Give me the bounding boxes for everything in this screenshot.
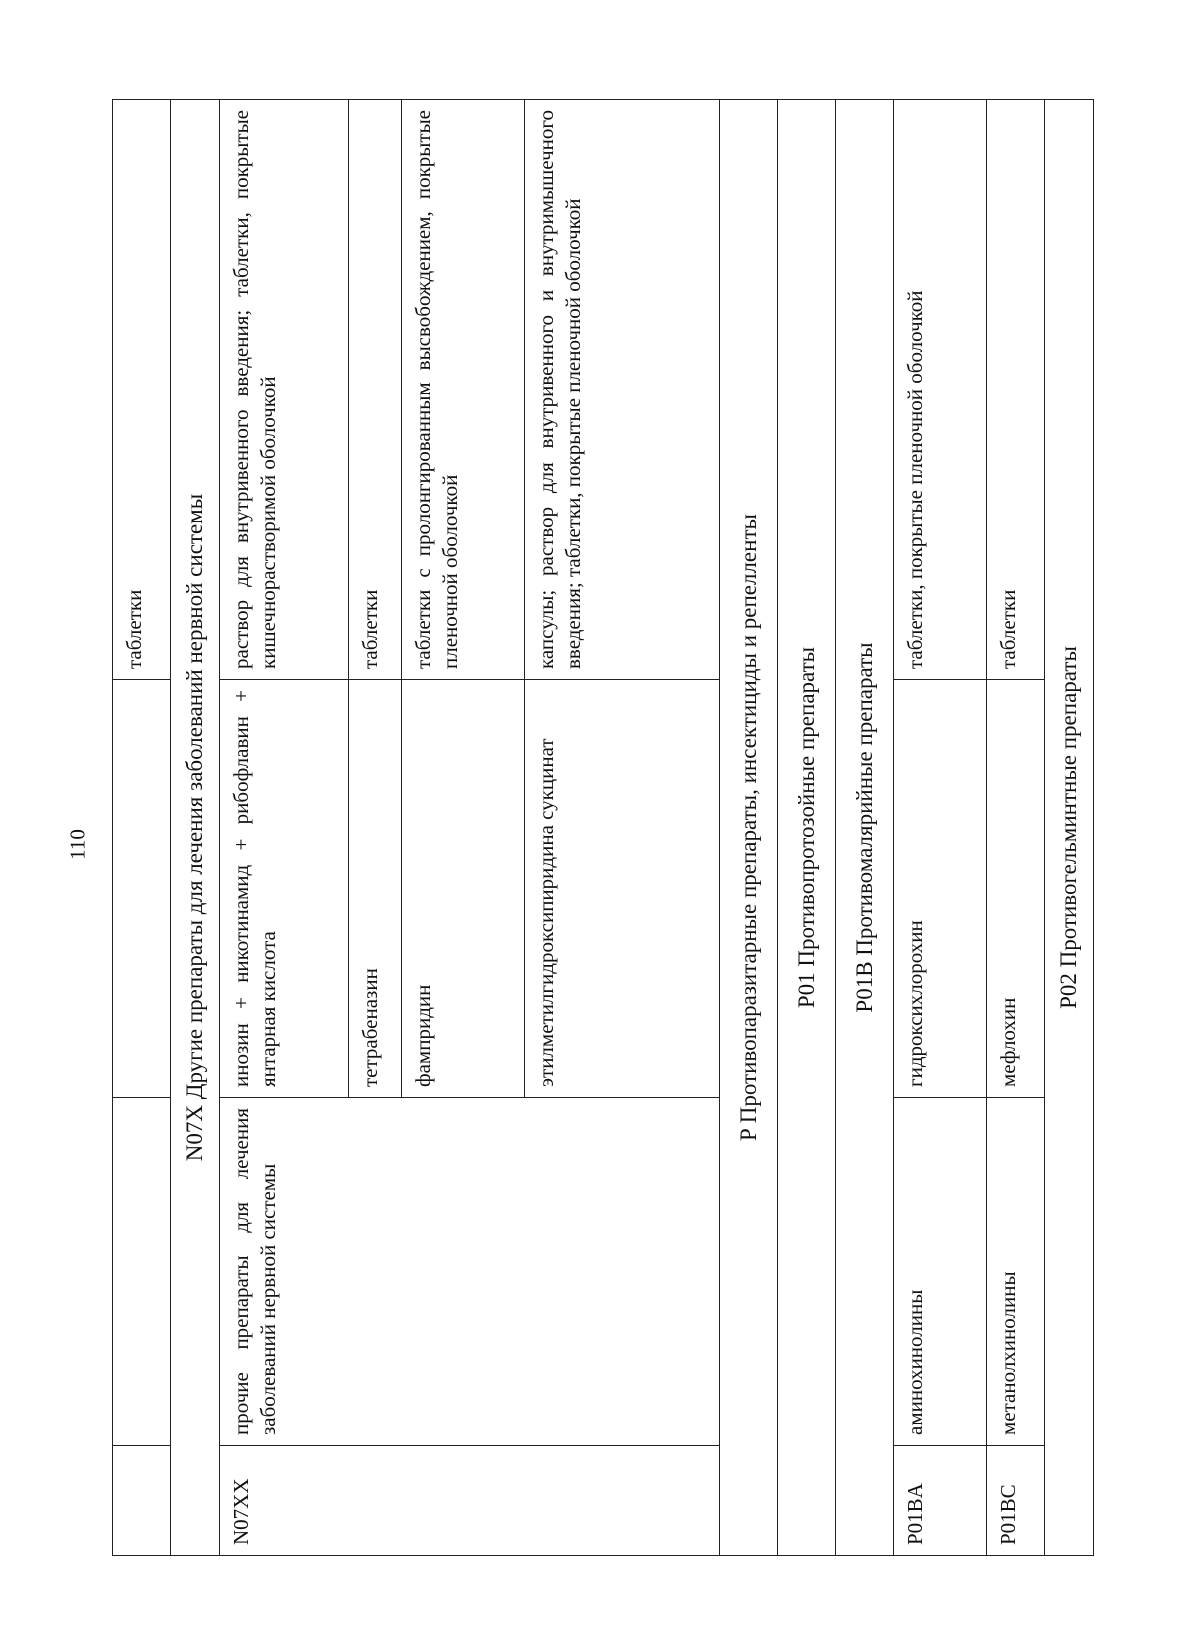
- cell-empty: [113, 680, 171, 1098]
- drug-list-table: [112, 99, 1094, 1556]
- section-heading-n07x: N07X Другие препараты для лечения заболеваний нервной системы: [170, 100, 219, 1556]
- cell-form: таблетки с пролонгированным высвобождением, покрытые пленочной оболочкой: [402, 100, 524, 680]
- cell-empty: [113, 1446, 171, 1556]
- table-row-section: [1044, 100, 1093, 1556]
- table-row-section: [778, 100, 836, 1556]
- cell-group-name: аминохинолины: [893, 1098, 986, 1446]
- cell-drug-name: инозин + никотинамид + рибофлавин + янтарная кислота: [219, 680, 348, 1098]
- table-row: [219, 100, 348, 1556]
- cell-atc-code: P01BC: [987, 1446, 1045, 1556]
- cell-group-name: метанолхинолины: [987, 1098, 1045, 1446]
- section-heading-p02: P02 Противогельминтные препараты: [1044, 100, 1093, 1556]
- cell-drug-name: гидроксихлорохин: [893, 680, 986, 1098]
- cell-drug-name: фампридин: [402, 680, 524, 1098]
- cell-atc-code: P01BA: [893, 1446, 986, 1556]
- page-number: 110: [65, 829, 90, 860]
- cell-drug-name: этилметилгидроксипиридина сукцинат: [524, 680, 720, 1098]
- section-heading-p01: P01 Противопротозойные препараты: [778, 100, 836, 1556]
- cell-form: таблетки: [987, 100, 1045, 680]
- cell-drug-name: тетрабеназин: [348, 680, 401, 1098]
- cell-group-name: прочие препараты для лечения заболеваний нервной системы: [219, 1098, 719, 1446]
- table-row: [987, 100, 1045, 1556]
- cell-form: раствор для внутривенного введения; таблетки, покрытые кишечнорастворимой оболочкой: [219, 100, 348, 680]
- cell-empty: [113, 1098, 171, 1446]
- section-heading-p01b: P01B Противомалярийные препараты: [835, 100, 893, 1556]
- cell-drug-name: мефлохин: [987, 680, 1045, 1098]
- cell-form: таблетки, покрытые пленочной оболочкой: [893, 100, 986, 680]
- table-row-section: [720, 100, 778, 1556]
- cell-form: капсулы; раствор для внутривенного и внутримышечного введения; таблетки, покрытые пленочной оболочкой: [524, 100, 720, 680]
- table-row-section: [835, 100, 893, 1556]
- cell-form: таблетки: [348, 100, 401, 680]
- table-row: [113, 100, 171, 1556]
- table-row: [893, 100, 986, 1556]
- section-heading-p: P Противопаразитарные препараты, инсектициды и репелленты: [720, 100, 778, 1556]
- cell-atc-code: N07XX: [219, 1446, 719, 1556]
- rotated-table-container: [112, 100, 1094, 1556]
- table-row-section: [170, 100, 219, 1556]
- cell-form: таблетки: [113, 100, 171, 680]
